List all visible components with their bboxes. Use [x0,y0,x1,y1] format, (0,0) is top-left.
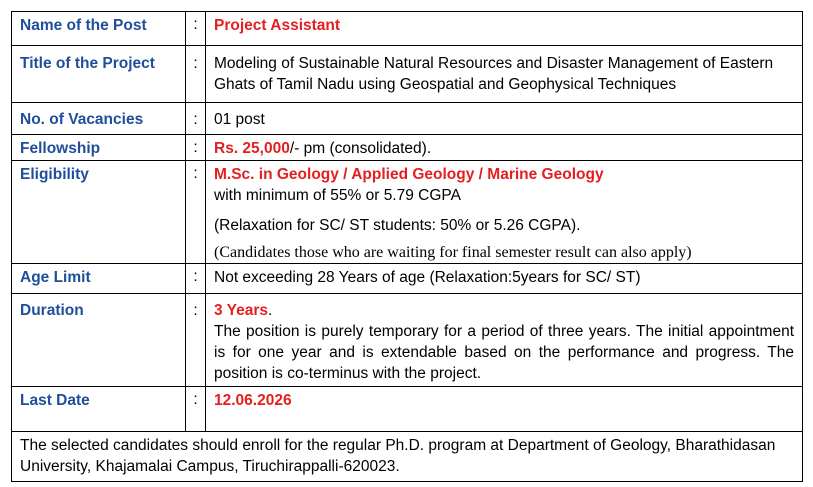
row-age [12,264,803,294]
label-eligibility: Eligibility [12,161,186,264]
value-lastdate: 12.06.2026 [206,387,803,432]
value-eligibility [206,161,803,264]
colon: : [186,103,206,135]
colon: : [186,387,206,432]
value-fellowship [206,135,803,161]
row-vacancies [12,103,803,135]
eligibility-relaxation: (Relaxation for SC/ ST students: 50% or 5.26 CGPA). [214,217,581,234]
duration-years: 3 Years. [214,302,273,319]
label-vacancies: No. of Vacancies [12,103,186,135]
colon: : [186,135,206,161]
colon: : [186,161,206,264]
value-project: Modeling of Sustainable Natural Resources and Disaster Management of Eastern Ghats of Tamil Nadu using Geospatial and Geophysical Techniques [206,46,803,103]
fellowship-amount: Rs. 25,000 [214,140,290,157]
colon: : [186,294,206,387]
row-fellowship [12,135,803,161]
row-lastdate [12,387,803,432]
eligibility-minimum: with minimum of 55% or 5.79 CGPA [214,187,461,204]
value-vacancies: 01 post [206,103,803,135]
label-fellowship: Fellowship [12,135,186,161]
row-post [12,12,803,46]
value-post: Project Assistant [206,12,803,46]
colon: : [186,46,206,103]
fellowship-rest: /- pm (consolidated). [289,140,432,157]
label-age: Age Limit [12,264,186,294]
label-duration: Duration [12,294,186,387]
eligibility-degree: M.Sc. in Geology / Applied Geology / Marine Geology [214,166,604,183]
row-footer [12,432,803,482]
label-project: Title of the Project [12,46,186,103]
row-duration [12,294,803,387]
colon: : [186,12,206,46]
duration-text: The position is purely temporary for a period of three years. The initial appointment is for one year and is extendable based on the performance and progress. The position is co-terminus with the project. [214,323,794,382]
eligibility-note: (Candidates those who are waiting for final semester result can also apply) [214,244,692,261]
value-duration [206,294,803,387]
colon: : [186,264,206,294]
label-post: Name of the Post [12,12,186,46]
label-lastdate: Last Date [12,387,186,432]
value-age: Not exceeding 28 Years of age (Relaxation:5years for SC/ ST) [206,264,803,294]
footer-note: The selected candidates should enroll for the regular Ph.D. program at Department of Geology, Bharathidasan University, Khajamalai Campus, Tiruchirappalli-620023. [12,432,803,482]
row-project [12,46,803,103]
recruitment-table [11,11,803,482]
row-eligibility [12,161,803,264]
